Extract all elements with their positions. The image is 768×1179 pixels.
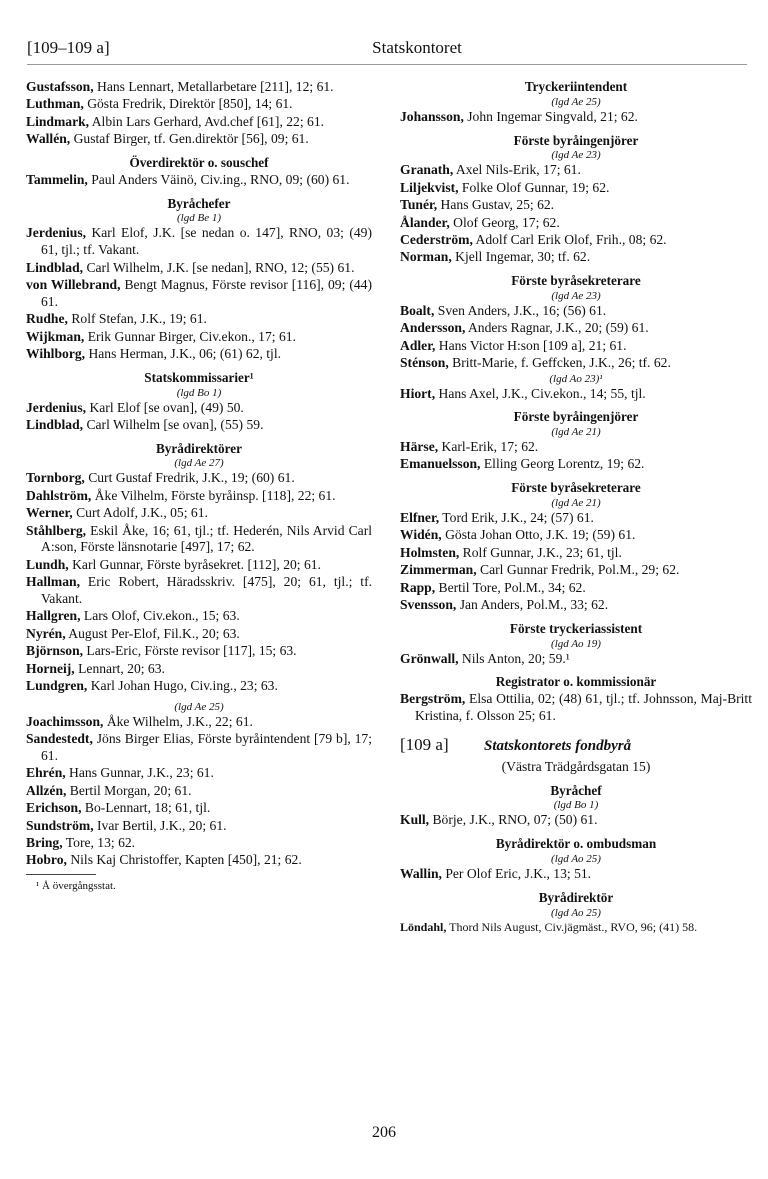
list-item: Jerdenius, Karl Elof [se ovan], (49) 50. (26, 399, 244, 415)
list-item: Björnson, Lars-Eric, Förste revisor [117], 15; 63. (26, 643, 297, 659)
list-item: Erichson, Bo-Lennart, 18; 61, tjl. (26, 800, 211, 816)
list-item: Hobro, Nils Kaj Christoffer, Kapten [450], 21; 62. (26, 852, 302, 868)
list-item: Dahlström, Åke Vilhelm, Förste byråinsp. [118], 22; 61. (26, 487, 336, 503)
section-subtitle: (lgd Ae 21) (551, 497, 601, 510)
list-item: Ehrén, Hans Gunnar, J.K., 23; 61. (26, 765, 214, 781)
list-item: Kull, Börje, J.K., RNO, 07; (50) 61. (400, 812, 598, 828)
list-item: Nyrén, August Per-Elof, Fil.K., 20; 63. (26, 625, 240, 641)
list-item: Widén, Gösta Johan Otto, J.K. 19; (59) 61. (400, 527, 636, 543)
list-item: Lundgren, Karl Johan Hugo, Civ.ing., 23; 63. (26, 677, 278, 693)
list-item: Grönwall, Nils Anton, 20; 59.¹ (400, 650, 570, 666)
list-item: Gustafsson, Hans Lennart, Metallarbetare [211], 12; 61. (26, 79, 334, 94)
list-item: Ålander, Olof Georg, 17; 62. (400, 214, 560, 230)
list-item: Lindblad, Carl Wilhelm [se ovan], (55) 59. (26, 416, 264, 432)
subsection-number: [109 a] (400, 734, 449, 754)
subsection-name: Statskontorets fondbyrå (484, 737, 632, 754)
left-column (26, 79, 372, 895)
section-title: Byrådirektörer (156, 440, 242, 456)
list-item: Norman, Kjell Ingemar, 30; tf. 62. (400, 249, 591, 265)
right-column (400, 79, 752, 934)
list-item: Sandestedt, Jöns Birger Elias, Förste byråintendent [79 b], 17; 61. (26, 731, 372, 763)
list-item: Granath, Axel Nils-Erik, 17; 61. (400, 162, 581, 178)
list-item: Werner, Curt Adolf, J.K., 05; 61. (26, 505, 208, 521)
section-title: Statskommissarier¹ (144, 369, 254, 385)
list-item: Allzén, Bertil Morgan, 20; 61. (26, 782, 192, 798)
page-header (27, 40, 747, 64)
section-subtitle: (lgd Ae 25) (551, 95, 601, 108)
list-item: Rapp, Bertil Tore, Pol.M., 34; 62. (400, 579, 586, 595)
list-item: Andersson, Anders Ragnar, J.K., 20; (59) 61. (400, 320, 649, 336)
list-item: Tornborg, Curt Gustaf Fredrik, J.K., 19; (60) 61. (26, 470, 295, 486)
running-title: Statskontoret (372, 38, 462, 57)
list-item: Bring, Tore, 13; 62. (26, 834, 136, 850)
list-item: Sténson, Britt-Marie, f. Geffcken, J.K., 26; tf. 62. (400, 355, 671, 371)
list-item: Zimmerman, Carl Gunnar Fredrik, Pol.M., 29; 62. (400, 562, 680, 578)
list-item: Elfner, Tord Erik, J.K., 24; (57) 61. (400, 510, 594, 526)
list-item: Svensson, Jan Anders, Pol.M., 33; 62. (400, 597, 609, 613)
list-item: Emanuelsson, Elling Georg Lorentz, 19; 62. (400, 456, 645, 472)
list-item: Hallman, Eric Robert, Häradsskriv. [475], 20; 61, tjl.; tf. Vakant. (26, 574, 372, 607)
list-item: Wallin, Per Olof Eric, J.K., 13; 51. (400, 866, 592, 881)
list-item: von Willebrand, Bengt Magnus, Förste revisor [116], 09; (44) 61. (26, 276, 372, 309)
section-subtitle: (lgd Ae 23) (551, 289, 601, 302)
list-item: Luthman, Gösta Fredrik, Direktör [850], 14; 61. (26, 96, 293, 112)
section-subtitle: (lgd Ae 21) (551, 426, 601, 439)
section-title: Förste byråsekreterare (511, 273, 641, 289)
section-title: Överdirektör o. souschef (129, 154, 269, 170)
list-item: Holmsten, Rolf Gunnar, J.K., 23; 61, tjl. (400, 544, 622, 560)
section-title: Byrådirektör (538, 889, 614, 905)
list-item: Hallgren, Lars Olof, Civ.ekon., 15; 63. (26, 608, 240, 624)
list-item: Hiort, Hans Axel, J.K., Civ.ekon., 14; 55, tjl. (400, 385, 646, 401)
list-item: Boalt, Sven Anders, J.K., 16; (56) 61. (400, 302, 607, 318)
section-subtitle: (lgd Ae 23) (551, 149, 601, 162)
list-item: Lindblad, Carl Wilhelm, J.K. [se nedan], RNO, 12; (55) 61. (26, 259, 355, 275)
section-subtitle: (lgd Ae 25) (174, 700, 224, 713)
list-item: Johansson, John Ingemar Singvald, 21; 62. (400, 108, 638, 124)
list-item: Lundh, Karl Gunnar, Förste byråsekret. [112], 20; 61. (26, 556, 321, 572)
list-item: Jerdenius, Karl Elof, J.K. [se nedan o. 147], RNO, 03; (49) 61, tjl.; tf. Vakant. (26, 225, 372, 258)
section-title: Byråchef (550, 782, 602, 798)
list-item: Joachimsson, Åke Wilhelm, J.K., 22; 61. (26, 713, 253, 729)
subsection-address: (Västra Trädgårdsgatan 15) (501, 758, 651, 774)
list-item: Tunér, Hans Gustav, 25; 62. (400, 197, 555, 213)
list-item: Ståhlberg, Eskil Åke, 16; 61, tjl.; tf. Hederén, Nils Arvid Carl A:son, Förste länsnotarie [497], 17; 62. (26, 522, 372, 555)
section-title: Förste byråingenjörer (513, 409, 639, 425)
section-subtitle: (lgd Ao 19) (551, 637, 601, 650)
list-item: Lindmark, Albin Lars Gerhard, Avd.chef [61], 22; 61. (26, 113, 325, 129)
list-item: Sundström, Ivar Bertil, J.K., 20; 61. (26, 817, 227, 833)
section-subtitle: (lgd Ao 25) (551, 906, 601, 919)
list-item: Cederström, Adolf Carl Erik Olof, Frih., 08; 62. (400, 231, 667, 247)
list-item: Adler, Hans Victor H:son [109 a], 21; 61. (400, 337, 627, 353)
section-title: Förste byråingenjörer (513, 132, 639, 148)
entry-group-1 (26, 79, 372, 148)
list-item: Liljekvist, Folke Olof Gunnar, 19; 62. (400, 179, 610, 195)
page-number: 206 (372, 1124, 396, 1141)
list-item: Tammelin, Paul Anders Väinö, Civ.ing., RNO, 09; (60) 61. (26, 171, 350, 187)
section-subtitle: (lgd Ao 23)¹ (549, 372, 603, 385)
list-item: Bergström, Elsa Ottilia, 02; (48) 61, tjl.; tf. Johnsson, Maj-Britt Kristina, f. Olsson 25; 61. (400, 691, 752, 724)
section-subtitle: (lgd Ao 25) (551, 853, 601, 865)
section-title: Byråchefer (167, 195, 231, 211)
list-item: Wijkman, Erik Gunnar Birger, Civ.ekon., 17; 61. (26, 328, 296, 344)
list-item: Löndahl, Thord Nils August, Civ.jägmäst., RVO, 96; (41) 58. (400, 919, 698, 934)
section-subtitle: (lgd Ae 27) (174, 457, 224, 470)
section-title: Förste byråsekreterare (511, 480, 641, 496)
section-title: Tryckeriintendent (524, 79, 628, 94)
section-subtitle: (lgd Be 1) (177, 212, 221, 225)
page-range: [109–109 a] (27, 38, 110, 57)
section-subtitle: (lgd Bo 1) (553, 799, 599, 812)
subsection-heading (400, 734, 752, 759)
list-item: Wallén, Gustaf Birger, tf. Gen.direktör [56], 09; 61. (26, 131, 309, 147)
list-item: Wihlborg, Hans Herman, J.K., 06; (61) 62, tjl. (26, 345, 282, 361)
section-title: Byrådirektör o. ombudsman (495, 836, 657, 852)
header-rule (27, 64, 747, 65)
list-item: Horneij, Lennart, 20; 63. (26, 660, 165, 676)
section-title: Registrator o. kommissionär (495, 674, 657, 690)
section-subtitle: (lgd Bo 1) (176, 386, 222, 399)
list-item: Härse, Karl-Erik, 17; 62. (400, 439, 539, 455)
footnote: ¹ Å övergångsstat. (36, 880, 116, 893)
list-item: Rudhe, Rolf Stefan, J.K., 19; 61. (26, 311, 207, 327)
section-title: Förste tryckeriassistent (509, 620, 643, 636)
footnote-rule (26, 874, 96, 875)
